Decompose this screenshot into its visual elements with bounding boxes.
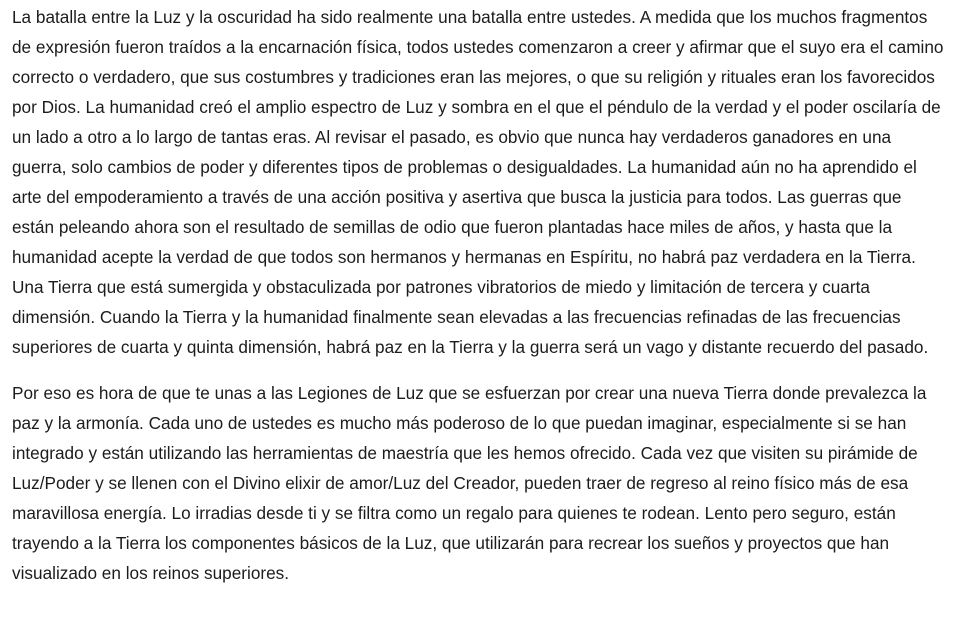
article-paragraph-1: La batalla entre la Luz y la oscuridad ha sido realmente una batalla entre ustedes. A medida que los muchos fragmentos de expresión fueron traídos a la encarnación física, todos ustedes comenzaron a creer y afirmar que el suyo era el camino correcto o verdadero, que sus costumbres y tradiciones eran las mejores, o que su religión y rituales eran los favorecidos por Dios. La humanidad creó el amplio espectro de Luz y sombra en el que el péndulo de la verdad y el poder oscilaría de un lado a otro a lo largo de tantas eras. Al revisar el pasado, es obvio que nunca hay verdaderos ganadores en una guerra, solo cambios de poder y diferentes tipos de problemas o desigualdades. La humanidad aún no ha aprendido el arte del empoderamiento a través de una acción positiva y asertiva que busca la justicia para todos. Las guerras que están peleando ahora son el resultado de semillas de odio que fueron plantadas hace miles de años, y hasta que la humanidad acepte la verdad de que todos son hermanos y hermanas en Espíritu, no habrá paz verdadera en la Tierra. Una Tierra que está sumergida y obstaculizada por patrones vibratorios de miedo y limitación de tercera y cuarta dimensión. Cuando la Tierra y la humanidad finalmente sean elevadas a las frecuencias refinadas de las frecuencias superiores de cuarta y quinta dimensión, habrá paz en la Tierra y la guerra será un vago y distante recuerdo del pasado. <box>12 7 944 357</box>
article-paragraph-2: Por eso es hora de que te unas a las Legiones de Luz que se esfuerzan por crear una nueva Tierra donde prevalezca la paz y la armonía. Cada uno de ustedes es mucho más poderoso de lo que puedan imaginar, especialmente si se han integrado y están utilizando las herramientas de maestría que les hemos ofrecido. Cada vez que visiten su pirámide de Luz/Poder y se llenen con el Divino elixir de amor/Luz del Creador, pueden traer de regreso al reino físico más de esa maravillosa energía. Lo irradias desde ti y se filtra como un regalo para quienes te rodean. Lento pero seguro, están trayendo a la Tierra los componentes básicos de la Luz, que utilizarán para recrear los sueños y proyectos que han visualizado en los reinos superiores. <box>12 383 927 583</box>
